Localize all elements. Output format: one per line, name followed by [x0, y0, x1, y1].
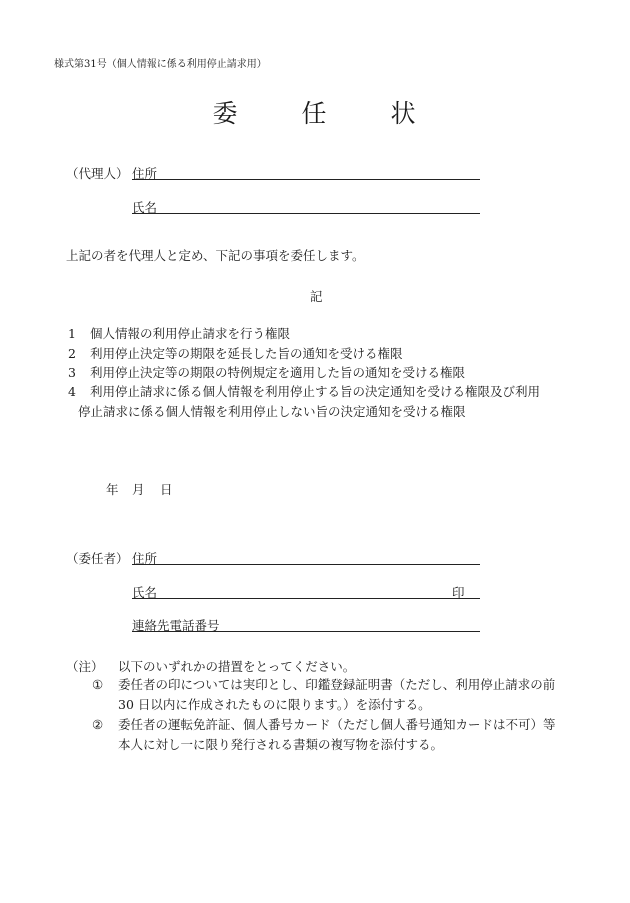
note-2-line2: 本人に対し一に限り発行される書類の複写物を添付する。 [118, 737, 444, 752]
item-3 [68, 363, 465, 381]
delegation-statement: 上記の者を代理人と定め、下記の事項を委任します。 [66, 248, 365, 263]
date-day: 日 [160, 482, 173, 497]
item-4 [68, 382, 540, 400]
principal-phone-label: 連絡先電話番号 [132, 618, 220, 633]
document-title [0, 94, 630, 130]
principal-address-label: 住所 [132, 551, 158, 566]
date-year: 年 [106, 482, 119, 497]
agent-name-line[interactable] [132, 213, 480, 214]
item-4-continuation: 停止請求に係る個人情報を利用停止しない旨の決定通知を受ける権限 [78, 404, 466, 419]
item-text: 利用停止決定等の期限を延長した旨の通知を受ける権限 [90, 346, 403, 361]
item-text: 利用停止決定等の期限の特例規定を適用した旨の通知を受ける権限 [90, 365, 466, 380]
item-number: 1 [68, 326, 76, 341]
title-char-1: 委 [212, 99, 240, 128]
note-1-line1 [92, 675, 555, 695]
notes-label: （注） [66, 659, 104, 674]
date-month: 月 [132, 482, 145, 497]
notes-intro: 以下のいずれかの措置をとってください。 [118, 659, 356, 674]
agent-address-label: 住所 [132, 166, 158, 181]
note-text: 委任者の印については実印とし、印鑑登録証明書（ただし、利用停止請求の前 [118, 677, 556, 692]
principal-phone-line[interactable] [132, 631, 480, 632]
note-mark: ② [92, 717, 104, 732]
item-number: 3 [68, 365, 76, 380]
principal-address-line[interactable] [132, 564, 480, 565]
title-char-3: 状 [390, 99, 418, 128]
note-1-line2: 30 日以内に作成されたものに限ります。）を添付する。 [118, 697, 431, 712]
item-text: 利用停止請求に係る個人情報を利用停止する旨の決定通知を受ける権限及び利用 [90, 384, 541, 399]
principal-name-label: 氏名 [132, 585, 158, 600]
item-1 [68, 324, 290, 342]
seal-mark: 印 [452, 585, 465, 600]
note-text: 委任者の運転免許証、個人番号カード（ただし個人番号通知カードは不可）等 [118, 717, 556, 732]
item-number: 2 [68, 346, 76, 361]
principal-label: （委任者） [66, 551, 129, 566]
item-2 [68, 344, 403, 362]
agent-address-line[interactable] [132, 179, 480, 180]
ki-heading: 記 [310, 289, 323, 304]
principal-name-line[interactable] [132, 598, 480, 599]
note-2-line1 [92, 715, 556, 735]
agent-label: （代理人） [66, 166, 129, 181]
title-char-2: 任 [301, 99, 329, 128]
item-number: 4 [68, 384, 76, 399]
form-number: 様式第31号（個人情報に係る利用停止請求用） [54, 59, 267, 70]
agent-name-label: 氏名 [132, 200, 158, 215]
note-mark: ① [92, 677, 104, 692]
item-text: 個人情報の利用停止請求を行う権限 [90, 326, 291, 341]
